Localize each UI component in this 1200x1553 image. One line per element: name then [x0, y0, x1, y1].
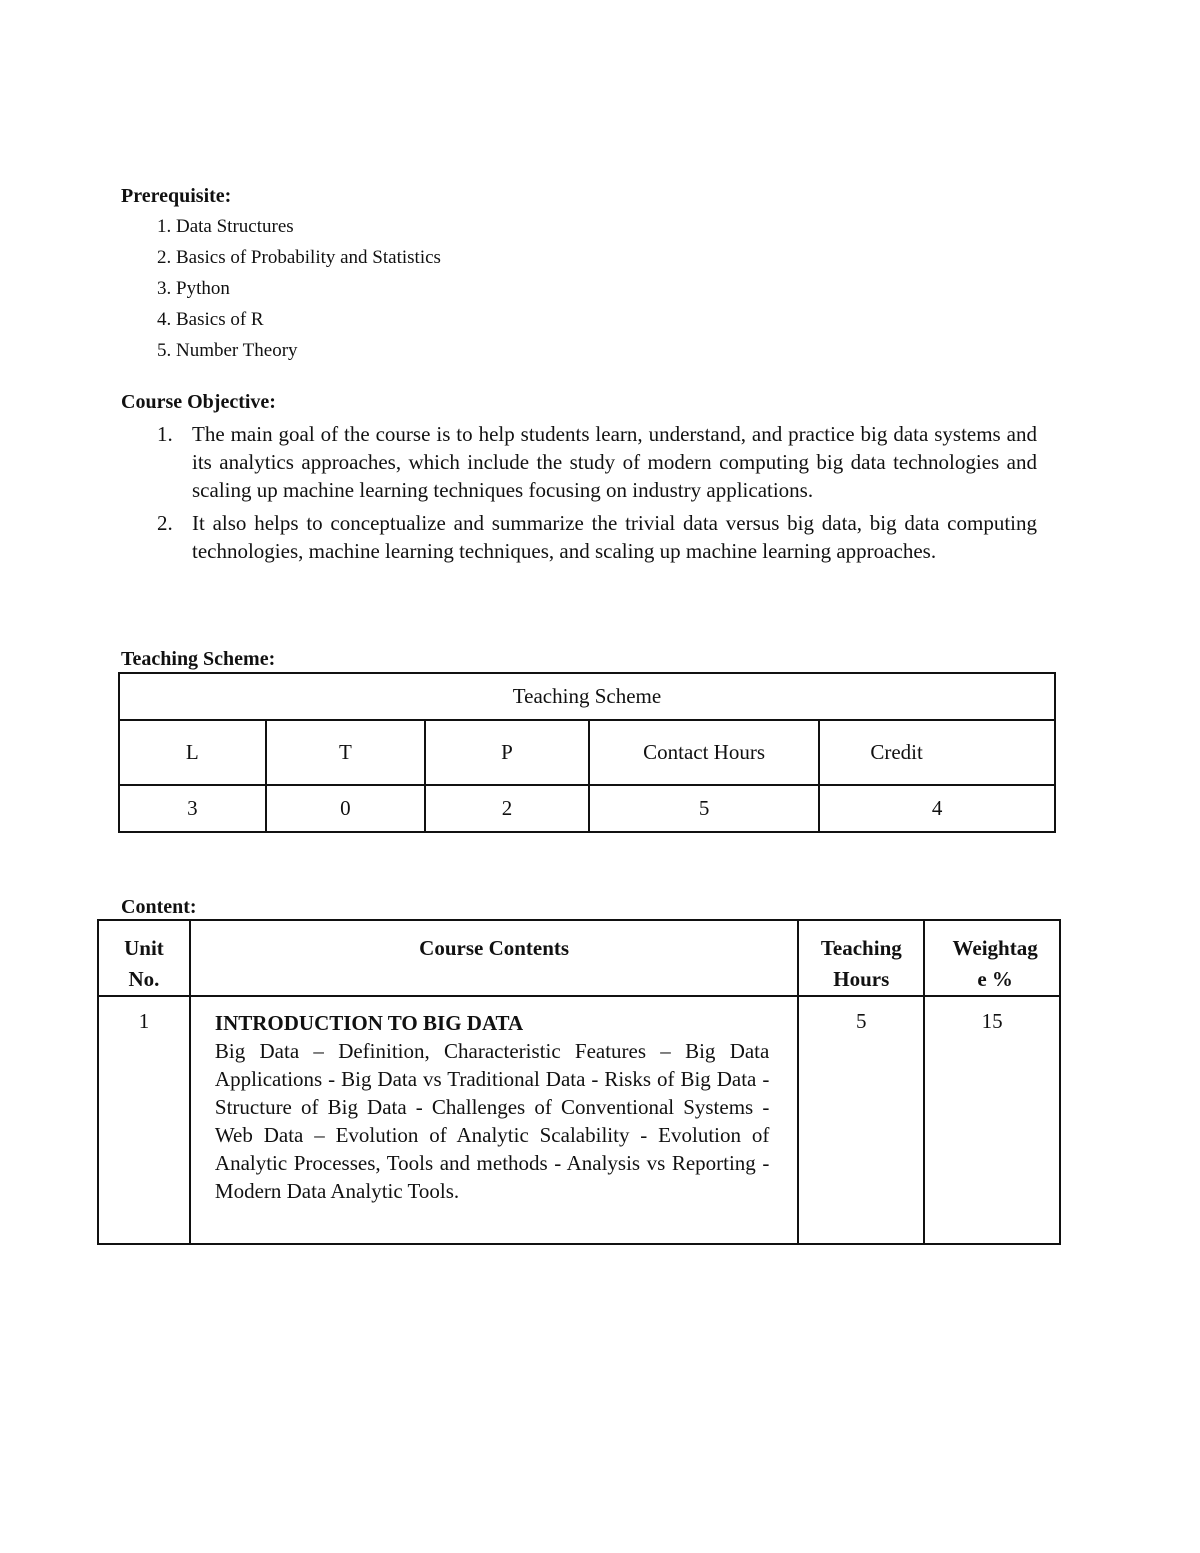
unit-number: 1	[98, 996, 190, 1244]
objective-heading: Course Objective:	[121, 391, 276, 413]
table-cell: 3	[119, 785, 266, 832]
objective-list	[157, 420, 1037, 570]
objective-text: The main goal of the course is to help students learn, understand, and practice big data systems and its analytics approaches, which include the study of modern computing big data technologies and scaling up machine learning techniques focusing on industry applications.	[192, 422, 1037, 502]
column-header: L	[119, 720, 266, 785]
content-heading: Content:	[121, 896, 197, 918]
column-header: Course Contents	[190, 920, 798, 996]
table-cell: 4	[819, 785, 1055, 832]
list-item: 4. Basics of R	[157, 309, 264, 330]
column-header: Contact Hours	[589, 720, 820, 785]
list-item: 5. Number Theory	[157, 340, 298, 361]
table-cell: 2	[425, 785, 589, 832]
teaching-scheme-title: Teaching Scheme	[119, 673, 1055, 720]
prerequisite-heading: Prerequisite:	[121, 185, 232, 207]
prerequisite-list	[157, 213, 441, 368]
table-cell: 5	[589, 785, 820, 832]
teaching-scheme-heading: Teaching Scheme:	[121, 648, 276, 670]
list-item: 3. Python	[157, 278, 230, 299]
column-header: P	[425, 720, 589, 785]
list-item	[157, 420, 1037, 504]
table-cell: 0	[266, 785, 426, 832]
table-row	[98, 996, 1060, 1244]
list-number: 1.	[157, 422, 173, 446]
column-header: Weightage %	[924, 920, 1060, 996]
column-header: Credit	[819, 720, 1055, 785]
teaching-scheme-table	[118, 672, 1056, 833]
column-header: Unit No.	[98, 920, 190, 996]
column-header: T	[266, 720, 426, 785]
list-item: 2. Basics of Probability and Statistics	[157, 247, 441, 268]
list-number: 2.	[157, 511, 173, 535]
list-item: 1. Data Structures	[157, 216, 294, 237]
objective-text: It also helps to conceptualize and summarize the trivial data versus big data, big data computing technologies, machine learning techniques, and scaling up machine learning approaches.	[192, 511, 1037, 563]
unit-contents	[190, 996, 798, 1244]
teaching-hours: 5	[798, 996, 924, 1244]
course-content-table	[97, 919, 1061, 1245]
list-item	[157, 509, 1037, 565]
unit-title: INTRODUCTION TO BIG DATA	[214, 1011, 524, 1035]
column-header: Teaching Hours	[798, 920, 924, 996]
weightage: 15	[924, 996, 1060, 1244]
unit-description: Big Data – Definition, Characteristic Features – Big Data Applications - Big Data vs Traditional Data - Risks of Big Data - Structure of Big Data - Challenges of Conventional Systems - Web Data – Evolution of Analytic Scalability - Evolution of Analytic Processes, Tools and methods - Analysis vs Reporting - Modern Data Analytic Tools.	[214, 1039, 770, 1203]
